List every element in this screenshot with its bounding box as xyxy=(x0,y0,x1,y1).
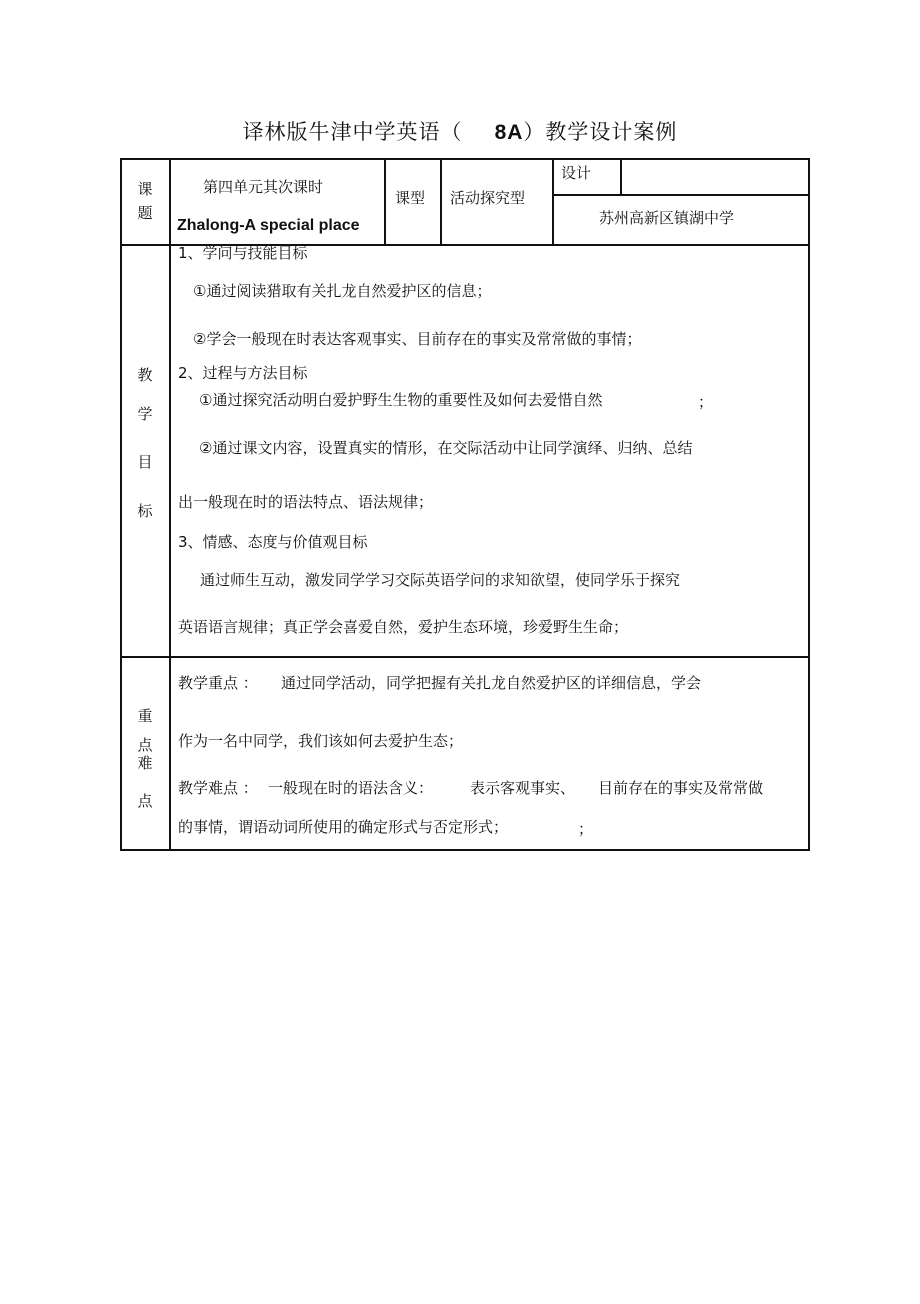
difficulty-line2: 的事情，谓语动词所使用的确定形式与否定形式； xyxy=(178,818,509,836)
keypoints-label-2: 点 xyxy=(137,736,153,754)
design-label: 设计 xyxy=(561,164,592,182)
table-border-bottom xyxy=(120,849,810,851)
objective-heading-1: 1、学问与技能目标 xyxy=(178,244,308,262)
objectives-row-divider xyxy=(120,656,810,658)
keypoints-label-3: 难 xyxy=(137,754,153,772)
type-label: 课型 xyxy=(395,189,426,207)
focus-line1: 通过同学活动，同学把握有关扎龙自然爱护区的详细信息，学会 xyxy=(281,674,702,692)
objective-heading-3: 3、情感、态度与价值观目标 xyxy=(178,533,368,551)
objective-3-line2: 英语语言规律；真正学会喜爱自然，爱护生态环境，珍爱野生生命； xyxy=(178,618,629,636)
objective-2-item-2-line2: 出一般现在时的语法特点、语法规律； xyxy=(178,493,434,511)
topic-label-1: 课 xyxy=(137,180,153,198)
difficulty-line1-b: 表示客观事实、 xyxy=(470,779,576,797)
title-grade: 8A xyxy=(494,121,524,144)
objective-2-item-1: ①通过探究活动明白爱护野生生物的重要性及如何去爱惜自然 xyxy=(199,391,603,409)
school-name: 苏州高新区镇湖中学 xyxy=(599,209,735,227)
objectives-label-1: 教 xyxy=(137,366,153,384)
objective-2-item-2-line1: ②通过课文内容，设置真实的情形，在交际活动中让同学演绎、归纳、总结 xyxy=(199,439,693,457)
keypoints-label-1: 重 xyxy=(137,707,153,725)
topic-column-divider xyxy=(384,158,386,246)
document-title xyxy=(0,116,920,146)
objective-1-item-2: ②学会一般现在时表达客观事实、目前存在的事实及常常做的事情； xyxy=(193,330,642,348)
objective-heading-2: 2、过程与方法目标 xyxy=(178,364,308,382)
design-label-divider xyxy=(620,158,622,196)
title-part1: 译林版牛津中学英语（ xyxy=(242,120,463,144)
topic-line2: Zhalong-A special place xyxy=(177,217,360,234)
keypoints-label-4: 点 xyxy=(137,792,153,810)
objective-1-item-1: ①通过阅读猎取有关扎龙自然爱护区的信息； xyxy=(193,282,492,300)
difficulty-line1-c: 目前存在的事实及常常做 xyxy=(598,779,764,797)
objectives-label-4: 标 xyxy=(137,502,153,520)
type-value: 活动探究型 xyxy=(450,189,526,207)
table-border-left xyxy=(120,158,122,851)
table-border-top xyxy=(120,158,810,160)
objective-2-item-1-end: ； xyxy=(698,393,714,411)
difficulty-label: 教学难点 ： xyxy=(178,779,258,797)
label-column-divider xyxy=(169,158,171,851)
design-divider xyxy=(553,194,810,196)
difficulty-line1-a: 一般现在时的语法含义： xyxy=(268,779,434,797)
objectives-label-2: 学 xyxy=(137,405,153,423)
title-part2: ）教学设计案例 xyxy=(523,120,678,144)
type-value-divider xyxy=(552,158,554,246)
table-border-right xyxy=(808,158,810,851)
topic-label-2: 题 xyxy=(137,204,153,222)
objectives-label-3: 目 xyxy=(137,453,153,471)
difficulty-line2-end: ； xyxy=(578,820,594,838)
focus-line2: 作为一名中同学，我们该如何去爱护生态； xyxy=(178,732,464,750)
type-label-divider xyxy=(440,158,442,246)
focus-label: 教学重点 ： xyxy=(178,674,258,692)
topic-line1: 第四单元其次课时 xyxy=(203,178,324,196)
objective-3-line1: 通过师生互动，激发同学学习交际英语学问的求知欲望，使同学乐于探究 xyxy=(200,571,681,589)
